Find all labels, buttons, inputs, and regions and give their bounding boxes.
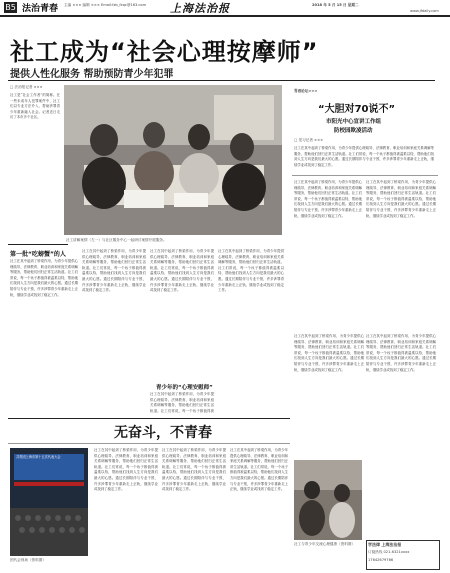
body-col-3: 社工在其中起到了桥梁作用，为青少年提供心理疏导、法律教育、职业培训和家庭关系调解等服务，帮助他们回归正常生活轨道。社工们常说，每一个孩子都值得被温柔以待，帮助他们找到人生方向是我们最大的心愿。通过长期陪伴与专业干预，许多涉罪青少年重新走上正轨，继续学业或找到了稳定工作。 (150, 249, 214, 293)
sidebar-byline: □ 见习记者 ××× (294, 138, 324, 142)
body-col-1: 社工在其中起到了桥梁作用，为青少年提供心理疏导、法律教育、职业培训和家庭关系调解等服务，帮助他们回归正常生活轨道。社工们常说，每一个孩子都值得被温柔以待，帮助他们找到人生方向是我们最大的心愿。通过长期陪伴与专业干预，许多涉罪青少年重新走上正轨，继续学业或找到了稳定工作。 (10, 259, 78, 297)
right-col-4: 社工在其中起到了桥梁作用，为青少年提供心理疏导、法律教育、职业培训和家庭关系调解等服务，帮助他们回归正常生活轨道。社工们常说，每一个孩子都值得被温柔以待，帮助他们找到人生方向是我们最大的心愿。通过长期陪伴与专业干预，许多涉罪青少年重新走上正轨，继续学业或找到了稳定工作。 (366, 334, 436, 372)
main-headline: 社工成为“社会心理按摩师” (10, 38, 319, 66)
feature-photo (64, 85, 282, 235)
section-title: 法治青春 (22, 4, 59, 14)
bottom-col-3: 社工在其中起到了桥梁作用，为青少年提供心理疏导、法律教育、职业培训和家庭关系调解等服务，帮助他们回归正常生活轨道。社工们常说，每一个孩子都值得被温柔以待，帮助他们找到人生方向是我们最大的心愿。通过长期陪伴与专业干预，许多涉罪青少年重新走上正轨，继续学业或找到了稳定工作。 (230, 448, 288, 492)
bottom-col-1: 社工在其中起到了桥梁作用，为青少年提供心理疏导、法律教育、职业培训和家庭关系调解等服务，帮助他们回归正常生活轨道。社工们常说，每一个孩子都值得被温柔以待，帮助他们找到人生方向是我们最大的心愿。通过长期陪伴与专业干预，许多涉罪青少年重新走上正轨，继续学业或找到了稳定工作。 (94, 448, 158, 492)
section1-title: 第一批“吃螃蟹”的人 (10, 251, 66, 258)
footer-ad-line2: 订阅热线 021-6321xxxx (368, 550, 410, 554)
body-col-2: 社工在其中起到了桥梁作用，为青少年提供心理疏导、法律教育、职业培训和家庭关系调解等服务，帮助他们回归正常生活轨道。社工们常说，每一个孩子都值得被温柔以待，帮助他们找到人生方向是我们最大的心愿。通过长期陪伴与专业干预，许多涉罪青少年重新走上正轨，继续学业或找到了稳定工作。 (82, 249, 146, 293)
section1-rule (8, 244, 68, 245)
bottom-rule (8, 418, 290, 419)
bottom-headline-rule (8, 443, 290, 444)
section-logo: B5 (5, 3, 16, 12)
congress-caption: 团代会现场（资料图） (10, 558, 46, 562)
sidebar-kicker: 青春论坛>>> (294, 89, 318, 93)
sidebar-sub2: 防校园欺凌活动 (334, 128, 373, 134)
headline-rule (8, 80, 435, 81)
right-col-3: 社工在其中起到了桥梁作用，为青少年提供心理疏导、法律教育、职业培训和家庭关系调解等服务，帮助他们回归正常生活轨道。社工们常说，每一个孩子都值得被温柔以待，帮助他们找到人生方向是我们最大的心愿。通过长期陪伴与专业干预，许多涉罪青少年重新走上正轨，继续学业或找到了稳定工作。 (294, 334, 364, 372)
body-col-4: 社工在其中起到了桥梁作用，为青少年提供心理疏导、法律教育、职业培训和家庭关系调解等服务，帮助他们回归正常生活轨道。社工们常说，每一个孩子都值得被温柔以待，帮助他们找到人生方向是我们最大的心愿。通过长期陪伴与专业干预，许多涉罪青少年重新走上正轨，继续学业或找到了稳定工作。 (218, 249, 284, 293)
footer-ad-line3: 17642679766 (368, 558, 394, 562)
sidebar-text: 社工在其中起到了桥梁作用，为青少年提供心理疏导、法律教育、职业培训和家庭关系调解等服务，帮助他们回归正常生活轨道。社工们常说，每一个孩子都值得被温柔以待，帮助他们找到人生方向是我们最大的心愿。通过长期陪伴与专业干预，许多涉罪青少年重新走上正轨，继续学业或找到了稳定工作。 (294, 146, 434, 167)
sub-headline: 提供人性化服务 帮助预防青少年犯罪 (10, 69, 174, 80)
site-url: www.jfdaily.com (410, 9, 439, 13)
photo1-caption: 社工讲解案情（左一）与社区服务中心一起研讨案情开展服务。 (66, 238, 167, 242)
issue-date: 2018 年 5 月 15 日 星期二 (312, 3, 359, 7)
right-col-2: 社工在其中起到了桥梁作用，为青少年提供心理疏导、法律教育、职业培训和家庭关系调解等服务，帮助他们回归正常生活轨道。社工们常说，每一个孩子都值得被温柔以待，帮助他们找到人生方向是我们最大的心愿。通过长期陪伴与专业干预，许多涉罪青少年重新走上正轨，继续学业或找到了稳定工作。 (366, 180, 436, 218)
editor-meta: 主编 ××× 编辑 ××× Email:fzb_fzqc@163.com (64, 3, 147, 7)
byline: □ 法治报记者 ××× (10, 85, 43, 89)
photo2-caption: 社工与青少年交流心理健康（资料图） (294, 542, 356, 546)
masthead: 上海法治报 (170, 2, 230, 15)
youth-photo (294, 460, 362, 540)
section2-title: 青少年的“心理安慰师” (156, 385, 213, 391)
body-col-3b: 社工在其中起到了桥梁作用，为青少年提供心理疏导、法律教育、职业培训和家庭关系调解等服务，帮助他们回归正常生活轨道。社工们常说，每一个孩子都值得被 (150, 392, 214, 413)
right-col-1: 社工在其中起到了桥梁作用，为青少年提供心理疏导、法律教育、职业培训和家庭关系调解等服务，帮助他们回归正常生活轨道。社工们常说，每一个孩子都值得被温柔以待，帮助他们找到人生方向是我们最大的心愿。通过长期陪伴与专业干预，许多涉罪青少年重新走上正轨，继续学业或找到了稳定工作。 (294, 180, 362, 218)
sidebar-title: “大胆对70说不” (318, 104, 396, 115)
sidebar-sub1: 市阳光中心宣讲工作组 (326, 119, 382, 125)
congress-screen-text: 共青团上海市第十五次代表大会 (16, 455, 61, 459)
congress-photo (10, 448, 88, 556)
footer-ad-line1: 学法律 上海法治报 (368, 542, 402, 547)
bottom-col-2: 社工在其中起到了桥梁作用，为青少年提供心理疏导、法律教育、职业培训和家庭关系调解等服务，帮助他们回归正常生活轨道。社工们常说，每一个孩子都值得被温柔以待，帮助他们找到人生方向是我们最大的心愿。通过长期陪伴与专业干预，许多涉罪青少年重新走上正轨，继续学业或找到了稳定工作。 (162, 448, 226, 492)
intro-text: 社工是“社会工作者”的简称。在一些未成年人犯罪案件中，社工们以专业方法介入，帮助涉罪青少年重新融入社会。记者近日走访了本市多个社区。 (10, 93, 60, 120)
bottom-headline: 无奋斗，不青春 (114, 425, 212, 441)
